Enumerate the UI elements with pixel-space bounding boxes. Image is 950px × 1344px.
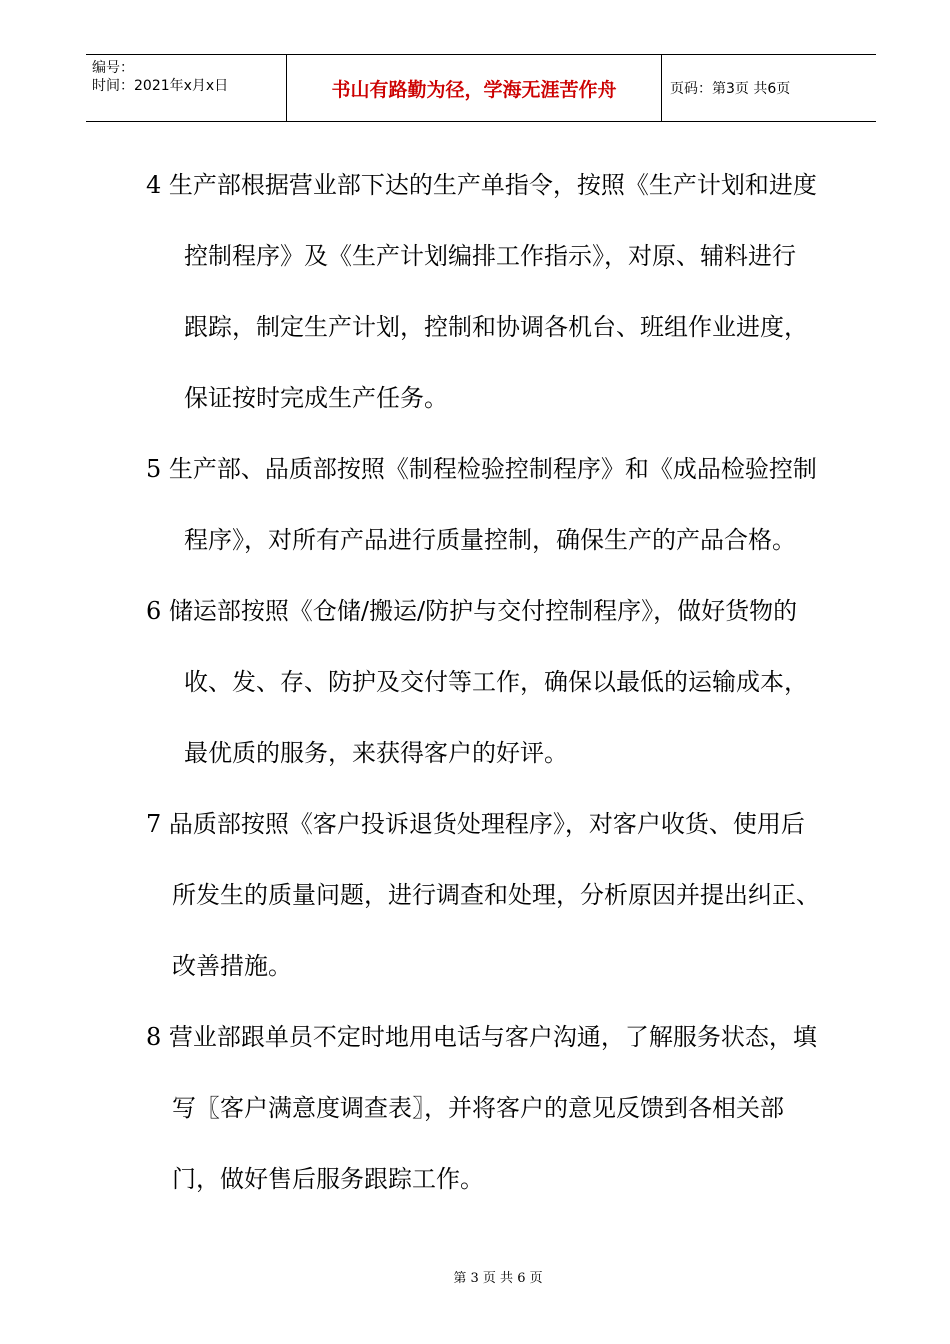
paragraph-4 bbox=[0, 150, 950, 434]
header-motto: 书山有路勤为径，学海无涯苦作舟 bbox=[287, 55, 662, 121]
paragraph-line: 门，做好售后服务跟踪工作。 bbox=[172, 1165, 484, 1193]
paragraph-8 bbox=[0, 1002, 950, 1215]
paragraph-line: 6 储运部按照《仓储/搬运/防护与交付控制程序》，做好货物的 bbox=[146, 597, 798, 625]
paragraph-line: 8 营业部跟单员不定时地用电话与客户沟通，了解服务状态，填 bbox=[146, 1023, 817, 1051]
paragraph-line: 保证按时完成生产任务。 bbox=[184, 384, 448, 412]
paragraph-5 bbox=[0, 434, 950, 576]
header-meta bbox=[86, 55, 287, 121]
paragraph-7 bbox=[0, 789, 950, 1002]
paragraph-line: 控制程序》及《生产计划编排工作指示》，对原、辅料进行 bbox=[184, 242, 796, 270]
paragraph-line: 改善措施。 bbox=[172, 952, 292, 980]
header-page-info: 页码：第3页 共6页 bbox=[670, 81, 791, 97]
paragraph-line: 4 生产部根据营业部下达的生产单指令，按照《生产计划和进度 bbox=[146, 171, 817, 199]
page-footer: 第 3 页 共 6 页 bbox=[453, 1271, 543, 1286]
paragraph-line: 7 品质部按照《客户投诉退货处理程序》，对客户收货、使用后 bbox=[146, 810, 805, 838]
document-body bbox=[0, 150, 950, 1215]
paragraph-line: 所发生的质量问题，进行调查和处理，分析原因并提出纠正、 bbox=[172, 881, 820, 909]
paragraph-6 bbox=[0, 576, 950, 789]
paragraph-line: 写〖客户满意度调查表〗，并将客户的意见反馈到各相关部 bbox=[172, 1094, 784, 1122]
document-time-label: 时间：2021年x月x日 bbox=[92, 78, 229, 94]
document-number-label: 编号： bbox=[92, 60, 134, 76]
paragraph-line: 程序》，对所有产品进行质量控制，确保生产的产品合格。 bbox=[184, 526, 796, 554]
paragraph-line: 5 生产部、品质部按照《制程检验控制程序》和《成品检验控制 bbox=[146, 455, 817, 483]
page-header bbox=[86, 54, 876, 122]
paragraph-line: 跟踪，制定生产计划，控制和协调各机台、班组作业进度， bbox=[184, 313, 808, 341]
paragraph-line: 最优质的服务，来获得客户的好评。 bbox=[184, 739, 568, 767]
paragraph-line: 收、发、存、防护及交付等工作，确保以最低的运输成本， bbox=[184, 668, 808, 696]
